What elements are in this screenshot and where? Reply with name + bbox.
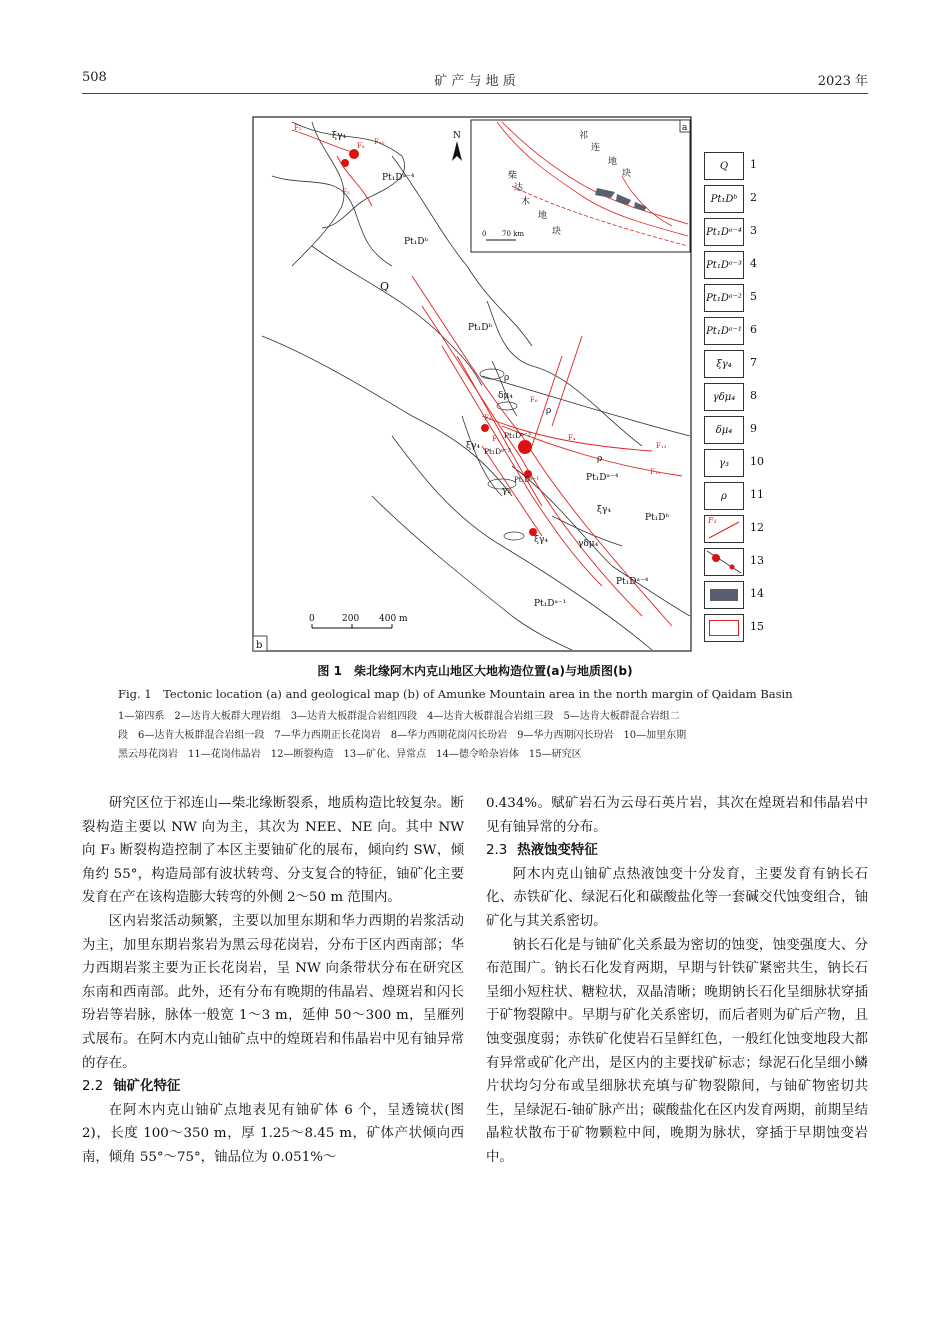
panel-b-label: b [256, 640, 263, 651]
caption-legend-line-2: 段 6—达肯大板群混合岩组一段 7—华力西期正长花岗岩 8—华力西期花岗闪长玢岩 9—华力西期闪长玢岩 10—加里东期 [118, 730, 687, 741]
label-xi-3: ξγ₄ [597, 505, 611, 515]
page-number: 508 [82, 70, 107, 85]
section-title: 热液蚀变特征 [517, 843, 598, 859]
inset-a [471, 120, 690, 252]
section-title: 铀矿化特征 [113, 1079, 181, 1095]
legend-num-5: 5 [750, 290, 757, 303]
legend-num-2: 2 [750, 191, 757, 204]
fault-label-f8: F₈ [357, 142, 365, 150]
fault-label-f3: F₃ [484, 414, 492, 422]
label-pta-3: Pt₁Dᵃ⁻³ [504, 431, 531, 440]
legend-symbol-9: δμ₄ [704, 416, 744, 444]
label-ptb-3: Pt₁Dᵇ [645, 513, 670, 523]
label-rho-1: ρ [504, 373, 510, 383]
legend-num-7: 7 [750, 356, 757, 369]
label-gdm: γδμ₄ [578, 539, 599, 549]
legend-symbol-3: Pt₁Dᵃ⁻⁴ [704, 218, 744, 246]
paragraph: 研究区位于祁连山—柴北缘断裂系，地质构造比较复杂。断裂构造主要以 NW 向为主，其次为 NEE、NE 向。其中 NW 向 F₃ 断裂构造控制了本区主要铀矿化的展布，倾向约 SW，倾角约 55°，构造局部有波状转弯、分支复合的特征，铀矿化主要发育在产在该构造膨大转弯的外侧 2～50 m 范围内。 [82, 796, 464, 906]
legend-num-13: 13 [750, 554, 764, 567]
left-column [82, 792, 464, 1170]
fault-label-f5: F₅ [342, 188, 350, 196]
label-xi-2: ξγ₄ [466, 441, 480, 451]
label-pt-top: Pt₁Dᵃ⁻⁴ [382, 173, 415, 183]
complex-swatch-icon [710, 589, 738, 601]
legend-symbol-11: ρ [704, 482, 744, 510]
legend-num-12: 12 [750, 521, 764, 534]
legend-symbol-12 [704, 515, 744, 543]
label-pta-4c: Pt₁Dᵃ⁻⁴ [616, 577, 649, 587]
section-number: 2.3 [486, 843, 508, 859]
legend-num-8: 8 [750, 389, 757, 402]
scale-200: 200 [342, 614, 360, 624]
inset-scale-0: 0 [482, 230, 487, 238]
inset-w3: 木 [521, 197, 531, 207]
right-column [486, 792, 868, 1170]
inset-w4: 地 [538, 211, 548, 221]
inset-w5: 块 [552, 227, 562, 237]
label-xi-top: ξγ₄ [332, 131, 346, 141]
scale-400: 400 m [379, 614, 408, 624]
legend-symbol-5: Pt₁Dᵃ⁻² [704, 284, 744, 312]
inset-n1: 祁 [579, 131, 589, 141]
legend-symbol-7: ξγ₄ [704, 350, 744, 378]
legend-symbol-13 [704, 548, 744, 576]
label-rho-3: ρ [597, 454, 603, 464]
label-pta-1: Pt₁Dᵃ⁻¹ [514, 476, 540, 484]
label-ptb-1: Pt₁Dᵇ [404, 237, 429, 247]
figure-caption-en: Fig. 1 Tectonic location (a) and geological map (b) of Amunke Mountain area in the north margin of Qaidam Basin [118, 687, 793, 701]
label-g3: γ₃ [502, 486, 511, 496]
legend-symbol-14 [704, 581, 744, 609]
label-dmu: δμ₄ [498, 391, 513, 401]
label-pta-4b: Pt₁Dᵃ⁻⁴ [586, 473, 619, 483]
journal-title: 矿 产 与 地 质 [434, 74, 516, 89]
label-xi-4: ξγ₄ [534, 535, 548, 545]
caption-legend-line-3: 黑云母花岗岩 11—花岗伟晶岩 12—断裂构造 13—矿化、异常点 14—德令哈杂岩体 15—研究区 [118, 749, 582, 760]
label-q: Q [380, 280, 390, 293]
paragraph: 钠长石化是与铀矿化关系最为密切的蚀变，蚀变强度大、分布范围广。钠长石化发育两期，早期与针铁矿紧密共生，钠长石呈细小短柱状、糖粒状，双晶清晰；晚期钠长石化呈细脉状穿插于矿物裂隙中。早期与矿化关系密切，而后者则为矿后产物，且蚀变强度弱；赤铁矿化使岩石呈鲜红色，一般红化蚀变地段大都有异常或矿化产出，是区内的主要找矿标志；绿泥石化呈细小鳞片状均匀分布或呈细脉状充填与矿物裂隙间，与铀矿物密切共生，呈绿泥石-铀矿脉产出；碳酸盐化在区内发育两期，前期呈结晶粒状散布于矿物颗粒中间，晚期为脉状，穿插于早期蚀变岩中。 [486, 937, 868, 1165]
legend-num-6: 6 [750, 323, 757, 336]
inset-n2: 连 [591, 143, 601, 153]
section-heading-2-2 [82, 1075, 464, 1099]
section-heading-2-3 [486, 839, 868, 863]
mineral-point-icon [705, 549, 743, 575]
caption-legend-line-1: 1—第四系 2—达肯大板群大理岩组 3—达肯大板群混合岩组四段 4—达肯大板群混合岩组三段 5—达肯大板群混合岩组二 [118, 711, 680, 722]
paragraph: 区内岩浆活动频繁，主要以加里东期和华力西期的岩浆活动为主，加里东期岩浆岩为黑云母花岗岩，分布于区内西南部；华力西期岩浆主要为正长花岗岩，呈 NW 向条带状分布在研究区东南和西南部。此外，还有分布有晚期的伟晶岩、煌斑岩和闪长玢岩等岩脉，脉体一般宽 1～3 m，延伸 50～300 m，呈雁列式展布。在阿木内克山铀矿点中的煌斑岩和伟晶岩中见有铀异常的存在。 [82, 913, 464, 1071]
paragraph: 阿木内克山铀矿点热液蚀变十分发育，主要发育有钠长石化、赤铁矿化、绿泥石化和碳酸盐化等一套碱交代蚀变组合，铀矿化与其关系密切。 [486, 866, 868, 929]
legend-num-3: 3 [750, 224, 757, 237]
fault-label-f10: F₁₀ [374, 138, 385, 146]
legend-num-10: 10 [750, 455, 764, 468]
inset-w2: 达 [514, 183, 524, 193]
legend-symbol-1: Q [704, 152, 744, 180]
paragraph: 0.434%。赋矿岩石为云母石英片岩，其次在煌斑岩和伟晶岩中见有铀异常的分布。 [486, 796, 868, 835]
legend-symbol-8: γδμ₄ [704, 383, 744, 411]
paragraph: 在阿木内克山铀矿点地表见有铀矿体 6 个，呈透镜状(图 2)，长度 100～350 m，厚 1.25～8.45 m，矿体产状倾向西南，倾角 55°～75°，铀品位为 0.051%～ [82, 1102, 464, 1165]
legend-num-1: 1 [750, 158, 757, 171]
legend-symbol-10: γ₃ [704, 449, 744, 477]
fault-label-f15: F₁₅ [650, 468, 661, 476]
legend-num-11: 11 [750, 488, 764, 501]
label-pta-1b: Pt₁Dᵃ⁻¹ [534, 599, 567, 609]
geological-map [252, 116, 692, 656]
legend-num-14: 14 [750, 587, 764, 600]
year: 2023 年 [817, 74, 868, 89]
label-pta-2: Pt₁Dᵃ⁻² [484, 447, 511, 456]
legend-num-15: 15 [750, 620, 764, 633]
fault-label-f4: F₄ [568, 434, 576, 442]
study-area-icon [709, 620, 739, 636]
legend-num-9: 9 [750, 422, 757, 435]
fault-label-f2: F₂ [294, 124, 302, 132]
section-number: 2.2 [82, 1079, 104, 1095]
legend-symbol-15 [704, 614, 744, 642]
legend-symbol-6: Pt₁Dᵃ⁻¹ [704, 317, 744, 345]
legend-symbol-2: Pt₁Dᵇ [704, 185, 744, 213]
fault-label-f1: F₁ [492, 435, 500, 443]
fault-symbol-icon [705, 516, 743, 542]
north-label: N [453, 131, 461, 141]
scale-0: 0 [309, 614, 315, 624]
legend-symbol-4: Pt₁Dᵃ⁻³ [704, 251, 744, 279]
label-rho-2: ρ [546, 406, 552, 416]
inset-n4: 块 [622, 169, 632, 179]
label-ptb-2: Pt₁Dᵇ [468, 323, 493, 333]
fault-label-f6: F₆ [530, 396, 538, 404]
figure-caption-cn: 图 1 柴北缘阿木内克山地区大地构造位置(a)与地质图(b) [317, 664, 633, 678]
inset-n3: 地 [608, 157, 618, 167]
panel-a-label: a [682, 123, 688, 133]
inset-w1: 柴 [508, 171, 518, 181]
inset-scale: 70 km [502, 230, 525, 238]
legend-fault-text: F₁ [708, 516, 717, 525]
fault-label-f13: F₁₃ [656, 442, 667, 450]
header-rule [82, 93, 868, 94]
legend-num-4: 4 [750, 257, 757, 270]
